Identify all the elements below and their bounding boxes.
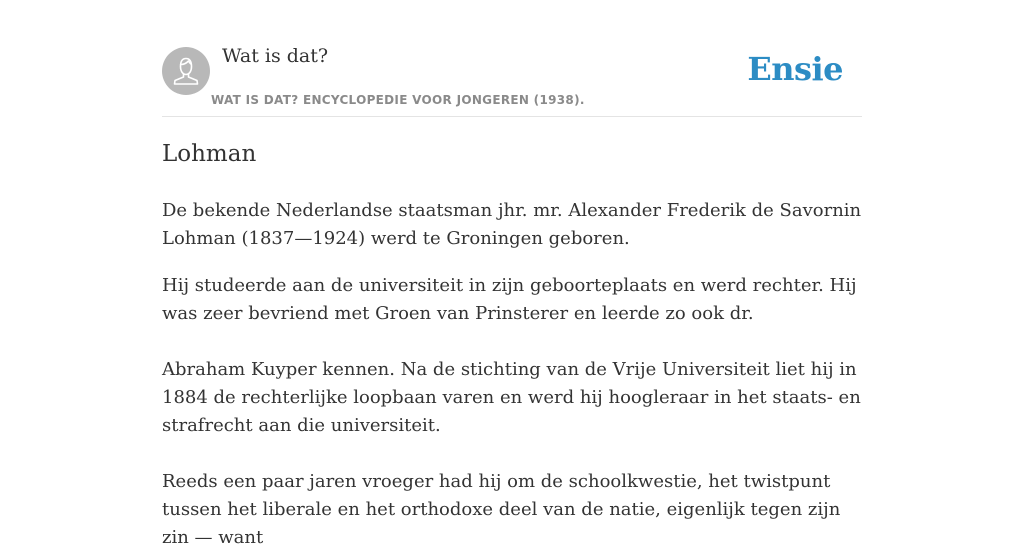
user-outline-icon <box>162 47 210 95</box>
source-header <box>162 0 862 117</box>
article-body <box>162 138 862 552</box>
paragraph-spacer <box>162 253 862 272</box>
ensie-logo[interactable]: Ensie <box>747 50 843 88</box>
user-avatar[interactable] <box>162 47 210 95</box>
article-paragraph: Hij studeerde aan de universiteit in zijn geboorteplaats en werd rechter. Hij was zeer bevriend met Groen van Prinsterer en leerde zo ook dr. <box>162 275 857 324</box>
paragraph-spacer <box>162 440 862 468</box>
paragraph-spacer <box>162 328 862 356</box>
article-paragraph: Reeds een paar jaren vroeger had hij om de schoolkwestie, het twistpunt tussen het liberale en het orthodoxe deel van de natie, eigenlijk tegen zijn zin — want <box>162 471 841 548</box>
article-paragraph: Abraham Kuyper kennen. Na de stichting van de Vrije Universiteit liet hij in 1884 de rechterlijke loopbaan varen en werd hij hoogleraar in het staats- en strafrecht aan die universiteit. <box>162 359 861 436</box>
article-paragraph: De bekende Nederlandse staatsman jhr. mr. Alexander Frederik de Savornin Lohman (1837—1924) werd te Groningen geboren. <box>162 200 862 249</box>
source-subtitle: WAT IS DAT? ENCYCLOPEDIE VOOR JONGEREN (1938). <box>211 93 585 107</box>
source-title[interactable]: Wat is dat? <box>222 45 329 67</box>
article-title: Lohman <box>162 141 257 167</box>
